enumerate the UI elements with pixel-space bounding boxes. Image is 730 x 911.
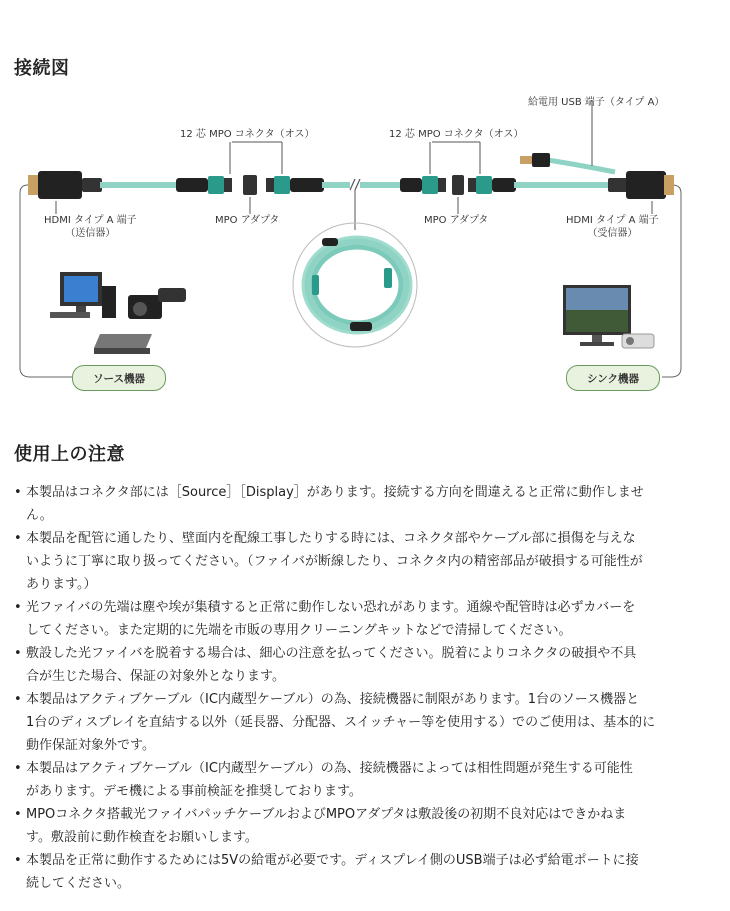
- cable-segment: [360, 182, 402, 188]
- connection-diagram-title: 接続図: [14, 58, 70, 79]
- sink-devices-illustration: [563, 285, 654, 348]
- caution-item: • 本製品はアクティブケーブル（IC内蔵型ケーブル）の為、接続機器によっては相性問題が発生する可能性 があります。デモ機による事前検証を推奨しております。: [14, 757, 714, 803]
- caution-item: • 本製品を正常に動作するためには5Vの給電が必要です。ディスプレイ側のUSB端子は必ず給電ポートに接 続してください。: [14, 849, 714, 895]
- caution-item: • MPOコネクタ搭載光ファイバパッチケーブルおよびMPOアダプタは敷設後の初期不良対応はできかねま す。敷設前に動作検査をお願いします。: [14, 803, 714, 849]
- mpo-adapter-label-right: MPO アダプタ: [424, 215, 489, 226]
- usb-power-port-label: 給電用 USB 端子（タイプ A）: [528, 97, 665, 108]
- caution-item: • 本製品はアクティブケーブル（IC内蔵型ケーブル）の為、接続機器に制限があります。1台のソース機器と 1台のディスプレイを直結する以外（延長器、分配器、スイッチャー等を使用する）でのご使用は、基本的に 動作保証対象外です。: [14, 688, 714, 757]
- source-devices-illustration: [50, 272, 186, 354]
- caution-item: • 本製品を配管に通したり、壁面内を配線工事したりする時には、コネクタ部やケーブル部に損傷を与えな いように丁寧に取り扱ってください。（ファイバが断線したり、コネクタ内の精密部品が破損する可能性が あります。）: [14, 527, 714, 596]
- sink-bracket-line: [662, 185, 681, 377]
- source-device-badge: ソース機器: [72, 365, 166, 391]
- mpo-connector-male-left: [176, 176, 232, 194]
- cautions-list: [14, 481, 714, 895]
- mpo-adapter-label-left: MPO アダプタ: [215, 215, 280, 226]
- cable-segment: [322, 182, 350, 188]
- diagram-graphic: [0, 90, 730, 400]
- mpo-adapter-right: [452, 175, 464, 195]
- hdmi-receiver-connector: [608, 171, 674, 199]
- mpo-connector-male-right: [400, 176, 446, 194]
- coiled-fiber-cable: [293, 223, 417, 347]
- caution-item: • 本製品はコネクタ部には［Source］［Display］があります。接続する方向を間違えると正常に動作しませ ん。: [14, 481, 714, 527]
- usage-cautions-title: 使用上の注意: [14, 444, 125, 465]
- connection-diagram: [0, 90, 730, 400]
- mpo-connector-right-2: [468, 176, 516, 194]
- caution-item: • 敷設した光ファイバを脱着する場合は、細心の注意を払ってください。脱着によりコネクタの破損や不具 合が生じた場合、保証の対象外となります。: [14, 642, 714, 688]
- cable-segment: [514, 182, 620, 188]
- hdmi-transmitter-label: HDMI タイプ A 端子 （送信器）: [44, 215, 137, 239]
- caution-item: • 光ファイバの先端は塵や埃が集積すると正常に動作しない恐れがあります。通線や配管時は必ずカバーを してください。また定期的に先端を市販の専用クリーニングキットなどで清掃してください。: [14, 596, 714, 642]
- hdmi-receiver-label: HDMI タイプ A 端子 （受信器）: [566, 215, 659, 239]
- mpo-connector-left-2: [266, 176, 324, 194]
- hdmi-transmitter-connector: [28, 171, 102, 199]
- mpo-connector-label-right: 12 芯 MPO コネクタ（オス）: [389, 129, 524, 140]
- cable-segment: [100, 182, 178, 188]
- mpo-connector-label-left: 12 芯 MPO コネクタ（オス）: [180, 129, 315, 140]
- usb-a-plug: [520, 153, 550, 167]
- mpo-adapter-left: [243, 175, 257, 195]
- sink-device-badge: シンク機器: [566, 365, 660, 391]
